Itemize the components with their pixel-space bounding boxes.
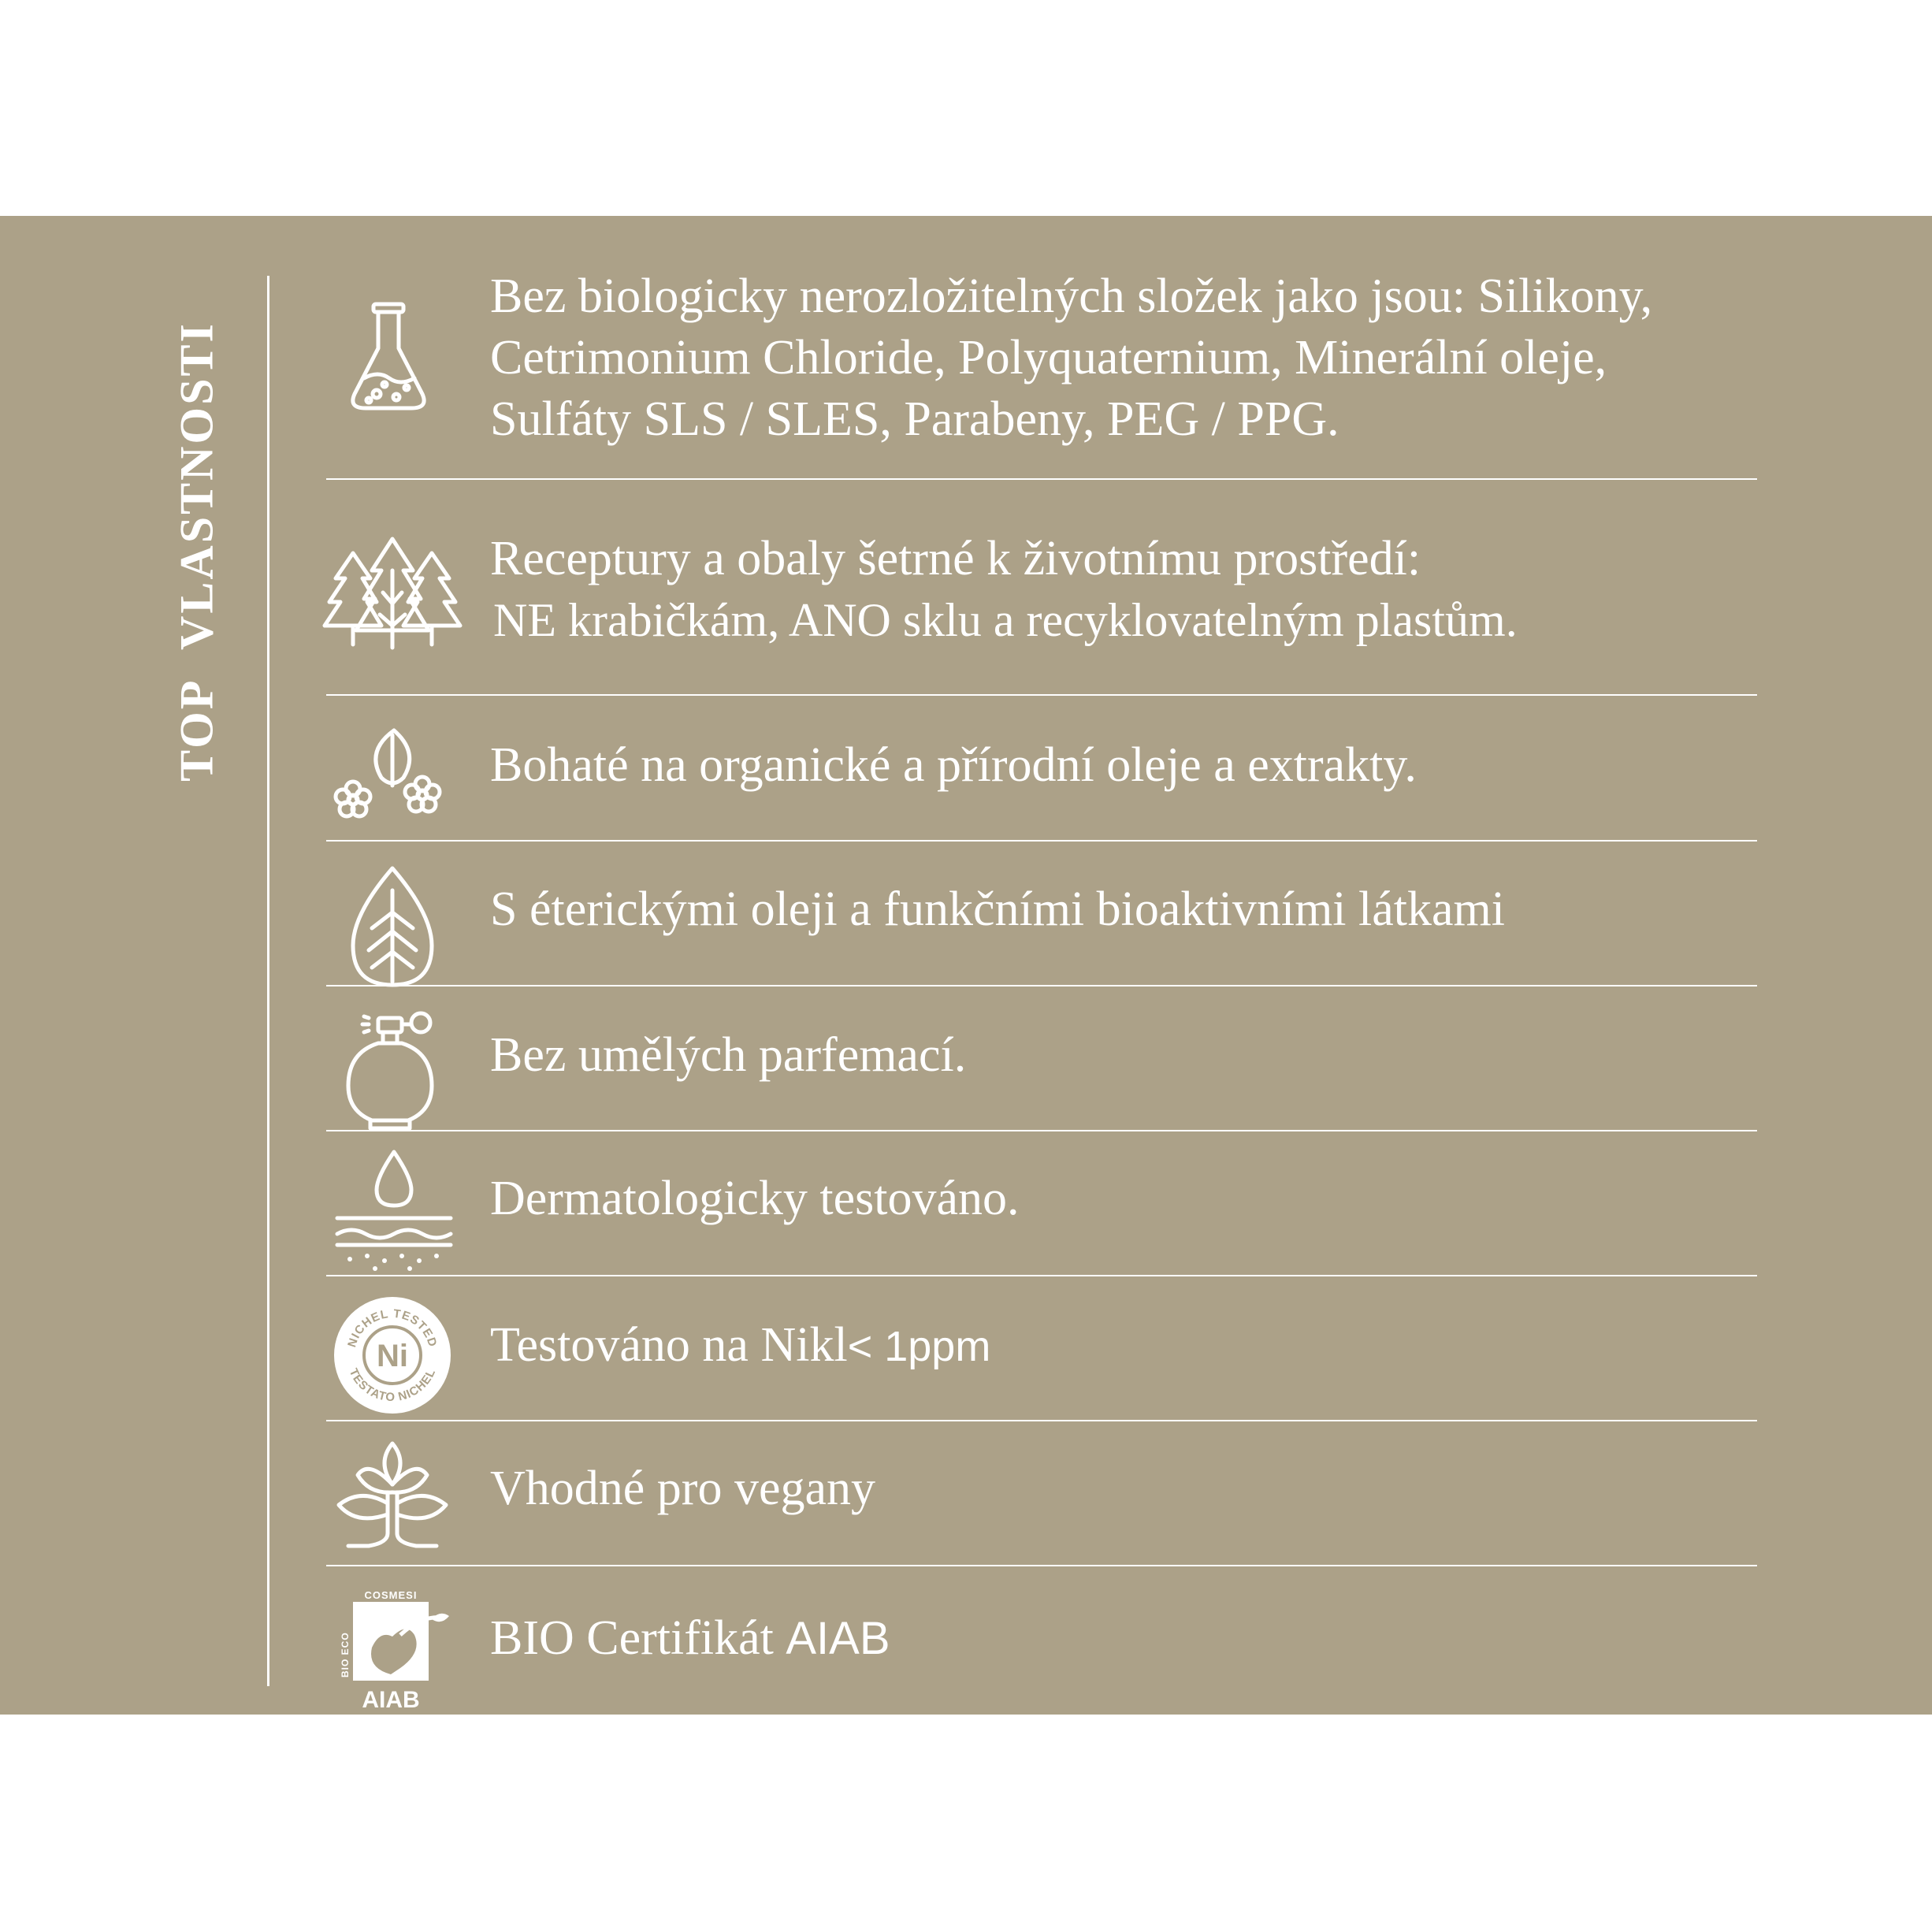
feature-9-suffix: AIAB [786,1613,890,1664]
oil-drop-leaf-icon [321,859,463,1001]
feature-7-text: Testováno na Nikl [490,1318,848,1372]
row-divider [326,1420,1757,1421]
badge-center-text: Ni [377,1339,408,1373]
row-divider [326,694,1757,696]
feature-text-3: Bohaté na organické a přírodní oleje a extrakty. [490,738,1417,792]
row-divider [326,478,1757,480]
vertical-divider [267,276,269,1686]
logo-top-text: COSMESI [364,1589,418,1601]
aiab-bio-eco-logo-icon [321,1580,463,1722]
nickel-tested-badge-icon [321,1284,463,1426]
perfume-bottle-icon [321,1001,463,1142]
feature-text-8: Vhodné pro vegany [490,1462,875,1515]
trees-icon [321,529,463,671]
feature-text-5: Bez umělých parfemací. [490,1028,967,1082]
side-title-text: TOP VLASTNOSTI [170,321,223,782]
logo-side-text: BIO ECO [340,1632,351,1677]
vegan-tree-icon [321,1428,463,1570]
feature-text-6: Dermatologicky testováno. [490,1172,1020,1225]
row-divider [326,1130,1757,1131]
row-divider [326,840,1757,842]
feature-1-line-2: Cetrimonium Chloride, Polyquaternium, Minerální oleje, [490,331,1607,385]
badge-top-text: NICHEL TESTED [345,1306,440,1349]
feature-text-2 [490,528,1518,651]
leaf-flowers-icon [321,713,463,855]
row-divider [326,1275,1757,1276]
feature-2-line-2: NE krabičkám, ANO sklu a recyklovatelným plastům. [493,594,1518,646]
badge-bottom-text: TESTATO NICHEL [346,1366,439,1405]
feature-text-7 [490,1314,990,1377]
row-divider [326,1565,1757,1566]
feature-2-line-1: Receptury a obaly šetrné k životnímu prostředí: [490,532,1421,585]
feature-7-suffix: < 1ppm [847,1323,991,1370]
row-divider [326,985,1757,986]
logo-bottom-text: AIAB [362,1687,420,1713]
feature-1-line-1: Bez biologicky nerozložitelných složek jako jsou: Silikony, [490,269,1653,323]
feature-1-line-3: Sulfáty SLS / SLES, Parabeny, PEG / PPG. [490,392,1339,446]
feature-text-4: S éterickými oleji a funkčními bioaktivními látkami [490,882,1505,936]
flask-icon [321,299,463,441]
feature-text-9 [490,1607,890,1670]
skin-drop-icon [321,1142,463,1284]
feature-9-text: BIO Certifikát [490,1611,774,1665]
feature-text-1 [490,266,1652,450]
